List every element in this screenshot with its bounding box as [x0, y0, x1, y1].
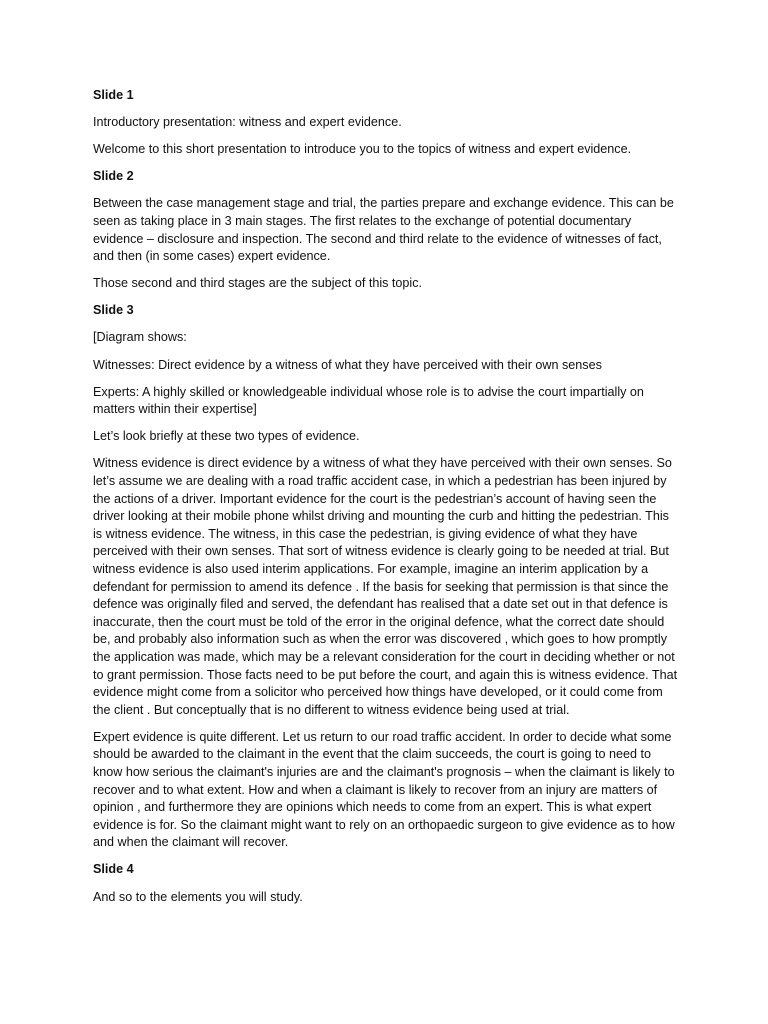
paragraph: [Diagram shows:: [93, 330, 187, 345]
paragraph: Witnesses: Direct evidence by a witness of what they have perceived with their own senses: [93, 357, 602, 372]
paragraph: Experts: A highly skilled or knowledgeable individual whose role is to advise the court impartially on matters within their expertise]: [93, 384, 644, 417]
document-body: [93, 87, 678, 906]
slide-3-heading: Slide 3: [93, 303, 134, 318]
paragraph: And so to the elements you will study.: [93, 889, 303, 904]
paragraph: Welcome to this short presentation to introduce you to the topics of witness and expert evidence.: [93, 142, 632, 157]
paragraph: Witness evidence is direct evidence by a witness of what they have perceived with their own senses. So let’s assume we are dealing with a road traffic accident case, in which a pedestrian has been injured by the actions of a driver. Important evidence for the court is the pedestrian’s account of having seen the driver looking at their mobile phone whilst driving and mounting the curb and hitting the pedestrian. This is witness evidence. The witness, in this case the pedestrian, is giving evidence of what they have perceived with their own senses. That sort of witness evidence is clearly going to be needed at trial. But witness evidence is also used interim applications. For example, imagine an interim application by a defendant for permission to amend its defence . If the basis for seeking that permission is that since the defence was originally filed and served, the defendant has realised that a date set out in that defence is inaccurate, then the court must be told of the error in the original defence, what the correct date should be, and probably also information such as when the error was discovered , which goes to how promptly the application was made, which may be a relevant consideration for the court in deciding whether or not to grant permission. Those facts need to be put before the court, and again this is witness evidence. That evidence might come from a solicitor who perceived how things have developed, or it could come from the client . But conceptually that is no different to witness evidence being used at trial.: [93, 456, 678, 717]
slide-1-heading: Slide 1: [93, 88, 134, 102]
paragraph: Let’s look briefly at these two types of evidence.: [93, 429, 360, 444]
paragraph: Between the case management stage and trial, the parties prepare and exchange evidence. This can be seen as taking place in 3 main stages. The first relates to the exchange of potential documentary evidence – disclosure and inspection. The second and third relate to the evidence of witnesses of fact, and then (in some cases) expert evidence.: [93, 196, 674, 264]
paragraph: Expert evidence is quite different. Let us return to our road traffic accident. In order to decide what some should be awarded to the claimant in the event that the claim succeeds, the court is going to need to know how serious the claimant's injuries are and the claimant's prognosis – when the claimant is likely to recover and to what extent. How and when a claimant is likely to recover from an injury are matters of opinion , and furthermore they are opinions which needs to come from an expert. This is what expert evidence is for. So the claimant might want to rely on an orthopaedic surgeon to give evidence as to how and when the claimant will recover.: [93, 729, 675, 850]
slide-4-heading: Slide 4: [93, 862, 134, 877]
slide-2-heading: Slide 2: [93, 169, 134, 184]
paragraph: Those second and third stages are the subject of this topic.: [93, 276, 423, 291]
paragraph: Introductory presentation: witness and expert evidence.: [93, 115, 402, 130]
